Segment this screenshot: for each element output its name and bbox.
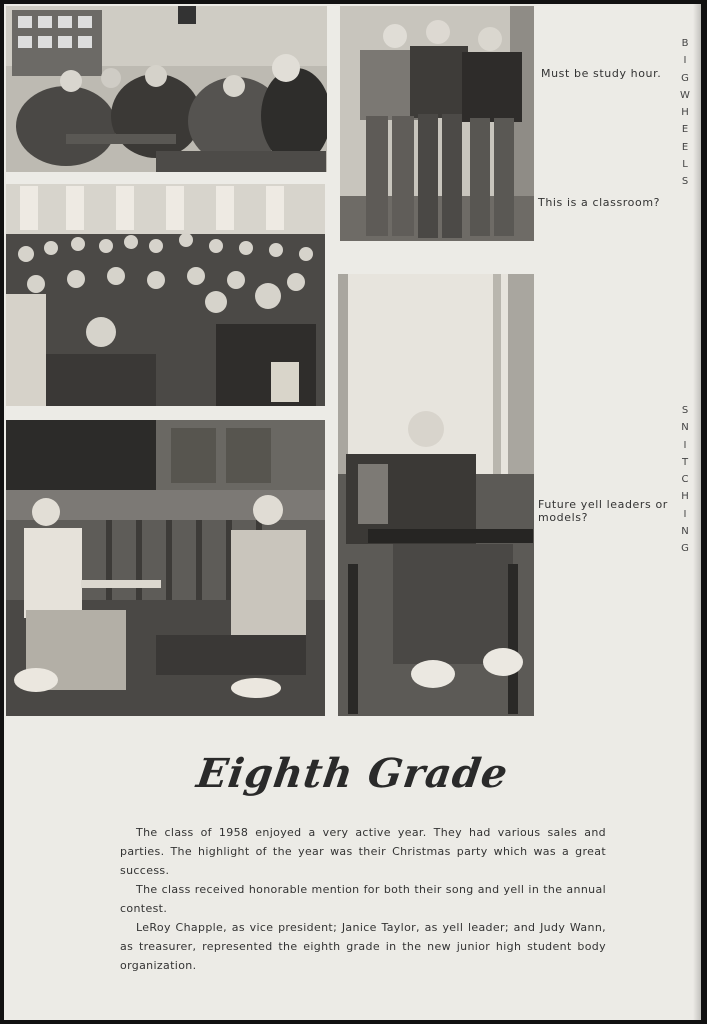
letter: H bbox=[681, 107, 689, 119]
vertical-label-snitching bbox=[679, 402, 691, 558]
paragraph: The class received honorable mention for both their song and yell in the annual contest. bbox=[120, 883, 606, 915]
letter: S bbox=[681, 405, 689, 416]
letter: N bbox=[681, 526, 689, 538]
paragraph: LeRoy Chapple, as vice president; Janice Taylor, as yell leader; and Judy Wann, as treasurer, represented the eighth grade in the new junior high student body organization. bbox=[120, 921, 606, 972]
letter: B bbox=[681, 38, 689, 49]
letter: E bbox=[681, 141, 689, 153]
letter: E bbox=[681, 124, 689, 136]
body-text bbox=[120, 823, 606, 975]
letter: T bbox=[681, 456, 689, 468]
letter: G bbox=[681, 543, 689, 555]
yearbook-page bbox=[4, 4, 701, 1020]
photo-boy-at-desk bbox=[338, 274, 534, 716]
letter: W bbox=[680, 89, 690, 101]
photo-classroom-students bbox=[6, 6, 327, 172]
letter: S bbox=[681, 176, 689, 188]
page-title: Eighth Grade bbox=[193, 750, 512, 797]
paragraph: The class of 1958 enjoyed a very active year. They had various sales and parties. The highlight of the year was their Christmas party which was a great success. bbox=[120, 826, 606, 877]
letter: G bbox=[681, 72, 689, 84]
letter: I bbox=[683, 508, 687, 520]
caption-classroom: This is a classroom? bbox=[538, 196, 661, 209]
photo-two-girls bbox=[6, 420, 325, 716]
caption-study-hour: Must be study hour. bbox=[541, 67, 662, 80]
caption-yell-leaders: Future yell leaders or models? bbox=[538, 498, 668, 524]
letter: C bbox=[681, 474, 689, 486]
letter: H bbox=[681, 491, 689, 503]
letter: I bbox=[683, 439, 687, 451]
vertical-label-big-wheels bbox=[679, 35, 691, 191]
letter: L bbox=[682, 159, 688, 171]
letter: I bbox=[683, 55, 687, 67]
letter: N bbox=[681, 422, 689, 434]
photo-large-classroom bbox=[6, 184, 325, 406]
photo-three-boys bbox=[340, 6, 534, 241]
